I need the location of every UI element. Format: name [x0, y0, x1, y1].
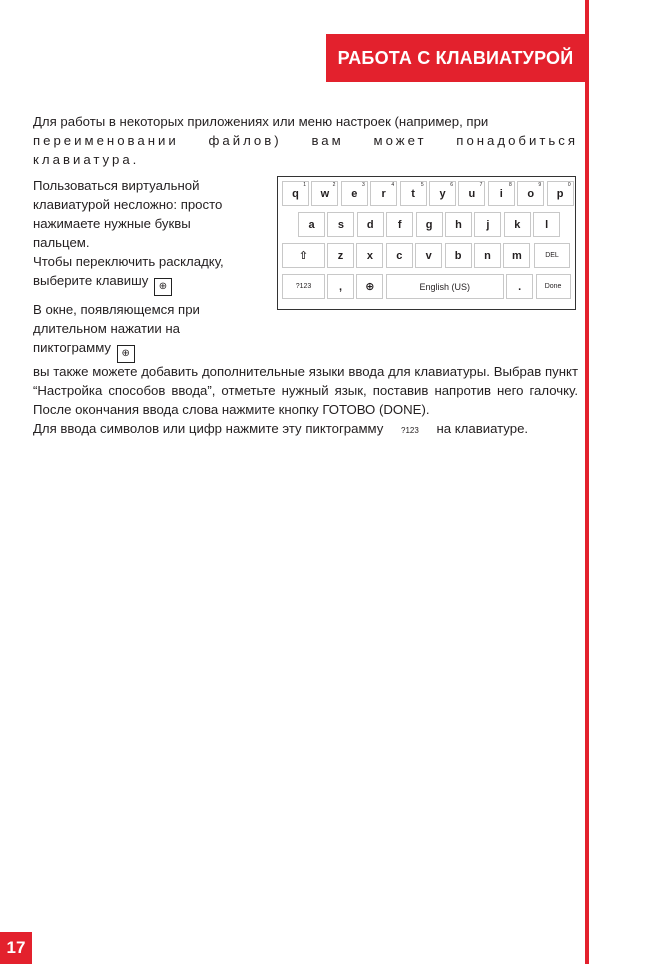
key-space: English (US): [386, 274, 504, 299]
page-number: 17: [0, 932, 32, 964]
key-l: l: [533, 212, 560, 237]
key-a: a: [298, 212, 325, 237]
body-paragraphs: [33, 362, 578, 440]
key-q: q 1: [282, 181, 309, 206]
key-globe: ⊕: [356, 274, 383, 299]
key-b: b: [445, 243, 472, 268]
key-delete: DEL: [534, 243, 570, 268]
key-o: o 9: [517, 181, 544, 206]
key-n: n: [474, 243, 501, 268]
globe-icon: ⊕: [154, 278, 172, 296]
layout-switch-text: Чтобы переключить раскладку, выберите клавишу: [33, 254, 224, 288]
languages-paragraph: вы также можете добавить дополнительные языки ввода для клавиатуры. Выбрав пункт “Настройка способов ввода”, отметьте нужный язык, поставив напротив него галочку. После окончания ввода слова нажмите кнопку ГОТОВО (DONE).: [33, 364, 578, 417]
key-d: d: [357, 212, 384, 237]
key-comma: ,: [327, 274, 354, 299]
intro-line-2: переименовании файлов) вам может понадобиться клавиатура.: [33, 133, 578, 167]
key-p: p 0: [547, 181, 574, 206]
key-h: h: [445, 212, 472, 237]
long-press-text: [33, 300, 248, 363]
key-t: t 5: [400, 181, 427, 206]
key-j: j: [474, 212, 501, 237]
key-f: f: [386, 212, 413, 237]
key-m: m: [503, 243, 530, 268]
usage-paragraph: Пользоваться виртуальной клавиатурой несложно: просто нажимаете нужные буквы пальцем.: [33, 178, 223, 250]
key-z: z: [327, 243, 354, 268]
key-shift: ⇧: [282, 243, 325, 268]
key-w: w 2: [311, 181, 338, 206]
keyboard-illustration: [277, 176, 576, 310]
key-s: s: [327, 212, 354, 237]
key-symbols: ?123: [282, 274, 325, 299]
layout-switch-paragraph: [33, 252, 248, 296]
keyboard-usage-text: [33, 176, 248, 296]
key-period: .: [506, 274, 533, 299]
key-u: u 7: [458, 181, 485, 206]
section-title: РАБОТА С КЛАВИАТУРОЙ: [326, 34, 585, 82]
key-r: r 4: [370, 181, 397, 206]
symbols-key-label: ?123: [401, 426, 419, 435]
long-press-caption: В окне, появляющемся при длительном нажатии на пиктограмму: [33, 302, 200, 355]
intro-paragraph: [33, 112, 578, 169]
globe-icon: ⊕: [117, 345, 135, 363]
symbols-text-start: Для ввода символов или цифр нажмите эту пиктограмму: [33, 421, 384, 436]
key-i: i 8: [488, 181, 515, 206]
key-v: v: [415, 243, 442, 268]
key-x: x: [356, 243, 383, 268]
side-rule: [585, 0, 589, 964]
key-c: c: [386, 243, 413, 268]
symbols-paragraph: [33, 419, 578, 440]
symbols-text-end: на клавиатуре.: [436, 421, 529, 436]
key-y: y 6: [429, 181, 456, 206]
intro-line-1: Для работы в некоторых приложениях или меню настроек (например, при: [33, 114, 489, 129]
long-press-paragraph: [33, 300, 248, 363]
key-e: e 3: [341, 181, 368, 206]
key-done: Done: [536, 274, 571, 299]
key-k: k: [504, 212, 531, 237]
key-g: g: [416, 212, 443, 237]
